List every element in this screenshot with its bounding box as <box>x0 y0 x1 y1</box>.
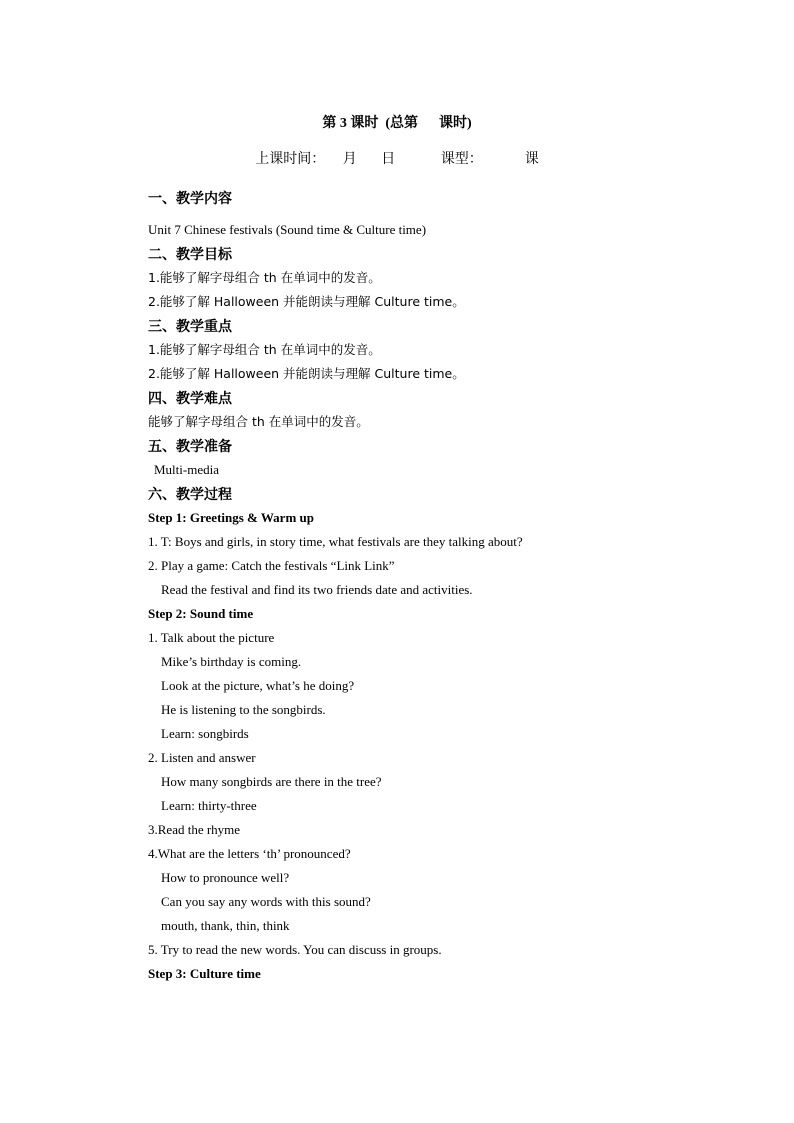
section-heading-process: 六、教学过程 <box>148 487 232 503</box>
step-line: Read the festival and find its two friends date and activities. <box>161 582 473 597</box>
step-line: 1. T: Boys and girls, in story time, what festivals are they talking about? <box>148 534 523 549</box>
step-line: 5. Try to read the new words. You can discuss in groups. <box>148 942 442 957</box>
step-line: He is listening to the songbirds. <box>161 702 326 717</box>
step-line: 2. Play a game: Catch the festivals “Link Link” <box>148 558 395 573</box>
step-line: 1. Talk about the picture <box>148 630 275 645</box>
step-line: Learn: songbirds <box>161 726 249 741</box>
key-point-line: 2.能够了解 Halloween 并能朗读与理解 Culture time。 <box>148 366 465 381</box>
step-line: 4.What are the letters ‘th’ pronounced? <box>148 846 351 861</box>
content-line: Unit 7 Chinese festivals (Sound time & Culture time) <box>148 222 427 237</box>
step-line: Learn: thirty-three <box>161 798 257 813</box>
lesson-title: 第 3 课时 (总第 课时) <box>322 116 472 131</box>
step-line: 3.Read the rhyme <box>148 822 241 837</box>
lesson-content <box>148 186 708 986</box>
step-line: 2. Listen and answer <box>148 750 256 765</box>
section-heading-difficulties: 四、教学难点 <box>148 391 232 407</box>
section-heading-objectives: 二、教学目标 <box>148 247 232 263</box>
step-title: Step 2: Sound time <box>148 606 254 621</box>
difficulty-line: 能够了解字母组合 th 在单词中的发音。 <box>148 414 369 429</box>
objective-line: 2.能够了解 Halloween 并能朗读与理解 Culture time。 <box>148 294 465 309</box>
step-line: Mike’s birthday is coming. <box>161 654 302 669</box>
section-heading-preparation: 五、教学准备 <box>148 439 232 455</box>
key-point-line: 1.能够了解字母组合 th 在单词中的发音。 <box>148 342 381 357</box>
section-heading-key-points: 三、教学重点 <box>148 319 232 335</box>
step-line: How to pronounce well? <box>161 870 290 885</box>
step-line: Look at the picture, what’s he doing? <box>161 678 355 693</box>
step-line: Can you say any words with this sound? <box>161 894 371 909</box>
step-title: Step 3: Culture time <box>148 966 261 981</box>
step-line: mouth, thank, thin, think <box>161 918 290 933</box>
section-heading-content: 一、教学内容 <box>148 191 232 207</box>
step-line: How many songbirds are there in the tree? <box>161 774 382 789</box>
step-title: Step 1: Greetings & Warm up <box>148 510 314 525</box>
objective-line: 1.能够了解字母组合 th 在单词中的发音。 <box>148 270 381 285</box>
lesson-schedule: 上课时间： 月 日 课型： 课 <box>255 152 539 167</box>
preparation-line: Multi-media <box>154 462 219 477</box>
